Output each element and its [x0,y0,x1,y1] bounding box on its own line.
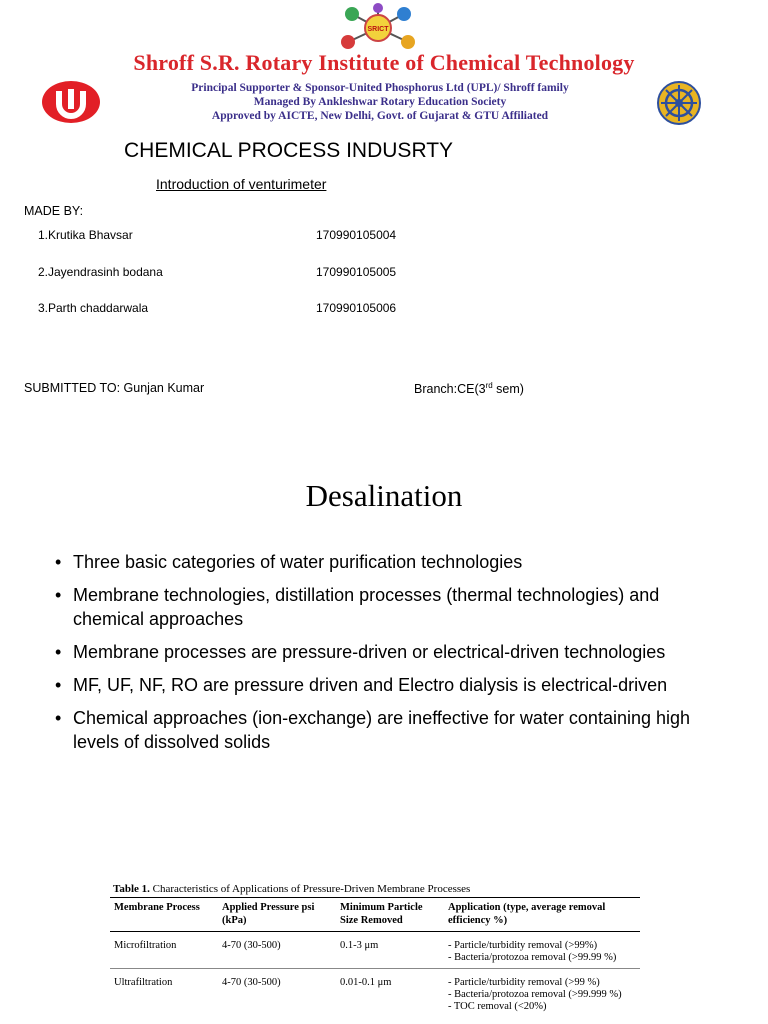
application-line: - TOC removal (<20%) [448,1001,547,1012]
column-header: Applied Pressure psi (kPa) [218,898,336,932]
table-caption-label: Table 1. [113,883,150,895]
member-id: 170990105006 [316,301,397,315]
table-row [110,932,640,969]
bullet-item: • Chemical approaches (ion-exchange) are ineffective for water containing high levels of dissolved solids [55,706,735,754]
size-cell: 0.01-0.1 μm [336,969,444,1018]
branch-ordinal: rd [485,381,493,390]
member-id: 170990105005 [316,265,397,279]
application-cell [444,932,640,969]
bullet-item: • Three basic categories of water purification technologies [55,550,735,574]
srict-molecule-logo [330,2,426,54]
pressure-cell: 4-70 (30-500) [222,940,281,951]
table-row [110,969,640,1018]
branch-prefix: Branch:CE(3 [414,382,486,397]
pressure-cell: 4-70 (30-500) [218,969,336,1018]
process-cell: Ultrafiltration [110,969,218,1018]
table-caption [113,883,470,895]
management-line: Managed By Ankleshwar Rotary Education Society [253,96,507,108]
application-line: - Particle/turbidity removal (>99 %) [448,977,600,988]
application-line: - Bacteria/protozoa removal (>99.99 %) [448,952,617,963]
branch-suffix: sem) [492,382,524,397]
topic-title: Introduction of venturimeter [156,176,327,192]
table-header-row [110,898,640,932]
member-name: 2.Jayendrasinh bodana [38,265,163,279]
column-header: Membrane Process [110,898,218,932]
application-line: - Particle/turbidity removal (>99%) [448,940,598,951]
table-caption-text: Characteristics of Applications of Pressure-Driven Membrane Processes [149,883,471,895]
column-header: Application (type, average removal efficiency %) [444,898,640,932]
bullet-item: • Membrane technologies, distillation processes (thermal technologies) and chemical approaches [55,583,735,631]
column-header: Minimum Particle Size Removed [336,898,444,932]
approval-line: Approved by AICTE, New Delhi, Govt. of Gujarat & GTU Affiliated [211,110,549,122]
rotary-emblem-logo [650,80,708,126]
process-cell: Microfiltration [114,940,177,951]
submitted-to: SUBMITTED TO: Gunjan Kumar [24,381,205,395]
member-id: 170990105004 [316,228,397,242]
membrane-process-table [110,897,640,1017]
course-title: CHEMICAL PROCESS INDUSRTY [124,139,454,162]
bullet-item: • MF, UF, NF, RO are pressure driven and Electro dialysis is electrical-driven [55,673,735,697]
sponsor-line: Principal Supporter & Sponsor-United Phosphorus Ltd (UPL)/ Shroff family [191,82,569,94]
slide-title: Desalination [305,478,463,513]
bullet-item: • Membrane processes are pressure-driven or electrical-driven technologies [55,640,735,664]
logo-text: SRICT [367,26,389,33]
member-name: 3.Parth chaddarwala [38,301,149,315]
bullet-list [55,550,735,763]
member-name: 1.Krutika Bhavsar [38,228,133,242]
size-cell: 0.1-3 μm [340,940,379,951]
branch-info [414,381,524,396]
application-cell [444,969,640,1018]
upl-logo [40,80,102,124]
application-line: - Bacteria/protozoa removal (>99.999 %) [448,989,622,1000]
made-by-label: MADE BY: [24,204,84,218]
institute-title: Shroff S.R. Rotary Institute of Chemical Technology [133,50,635,75]
